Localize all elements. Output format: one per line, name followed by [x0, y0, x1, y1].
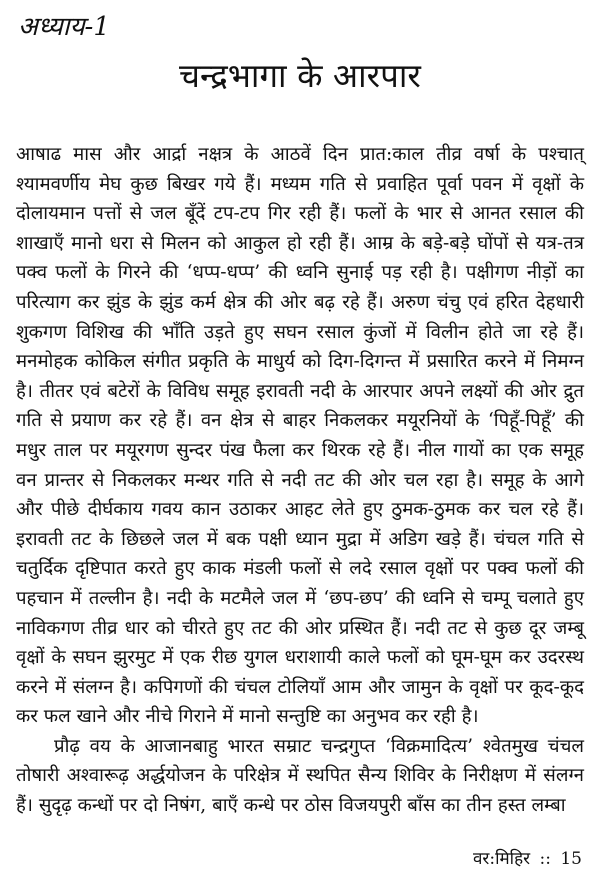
page-number: 15: [560, 849, 582, 869]
paragraph-2: प्रौढ़ वय के आजानबाहु भारत सम्राट चन्द्रगुप्त ‘विक्रमादित्य’ श्वेतमुख चंचल तोषारी अश्वारूढ़ अर्द्धयोजन के परिक्षेत्र में स्थपित सैन्य शिविर के निरीक्षण में संलग्न हैं। सुदृढ़ कन्धों पर दो निषंग, बाएँ कन्धे पर ठोस विजयपुरी बाँस का तीन हस्त लम्बा: [16, 735, 584, 817]
page-footer: [473, 846, 582, 872]
book-title: वर:मिहिर: [472, 849, 531, 869]
footer-separator: ::: [539, 849, 551, 869]
body-text: [16, 140, 584, 821]
paragraph-1: आषाढ मास और आर्द्रा नक्षत्र के आठवें दिन प्रात:काल तीव्र वर्षा के पश्चात् श्यामवर्णीय मेघ कुछ बिखर गये हैं। मध्यम गति से प्रवाहित पूर्वा पवन में वृक्षों के दोलायमान पत्तों से जल बूँदें टप-टप गिर रही हैं। फलों के भार से आनत रसाल की शाखाएँ मानो धरा से मिलन को आकुल हो रही हैं। आम्र के बड़े-बड़े घोंपों से यत्र-तत्र पक्व फलों के गिरने की ‘धप्प-धप्प’ की ध्वनि सुनाई पड़ रही है। पक्षीगण नीड़ों का परित्याग कर झुंड के झुंड कर्म क्षेत्र की ओर बढ़ रहे हैं। अरुण चंचु एवं हरित देहधारी शुकगण विशिख की भाँति उड़ते हुए सघन रसाल कुंजों में विलीन होते जा रहे हैं। मनमोहक कोकिल संगीत प्रकृति के माधुर्य को दिग-दिगन्त में प्रसारित करने में निमग्न है। तीतर एवं बटेरों के विविध समूह इरावती नदी के आरपार अपने लक्ष्यों की ओर द्रुत गति से प्रयाण कर रहे हैं। वन क्षेत्र से बाहर निकलकर मयूरनियों के ‘पिहूँ-पिहूँ’ की मधुर ताल पर मयूरगण सुन्दर पंख फैला कर थिरक रहे हैं। नील गायों का एक समूह वन प्रान्तर से निकलकर मन्थर गति से नदी तट की ओर चल रहा है। समूह के आगे और पीछे दीर्घकाय गवय कान उठाकर आहट लेते हुए ठुमक-ठुमक कर चल रहे हैं। इरावती तट के छिछले जल में बक पक्षी ध्यान मुद्रा में अडिग खड़े हैं। चंचल गति से चतुर्दिक दृष्टिपात करते हुए काक मंडली फलों से लदे रसाल वृक्षों पर पक्व फलों की पहचान में तल्लीन है। नदी के मटमैले जल में ‘छप-छप’ की ध्वनि से चम्पू चलाते हुए नाविकगण तीव्र धार को चीरते हुए तट की ओर प्रस्थित हैं। नदी तट से कुछ दूर जम्बू वृक्षों के सघन झुरमुट में एक रीछ युगल धराशायी काले फलों को घूम-घूम कर उदरस्थ करने में संलग्न है। कपिगणों की चंचल टोलियाँ आम और जामुन के वृक्षों पर कूद-कूद कर फल खाने और नीचे गिराने में मानो सन्तुष्टि का अनुभव कर रही है।: [16, 144, 584, 728]
chapter-label: अध्याय-1: [18, 12, 110, 42]
chapter-title: चन्द्रभागा के आरपार: [179, 56, 421, 95]
